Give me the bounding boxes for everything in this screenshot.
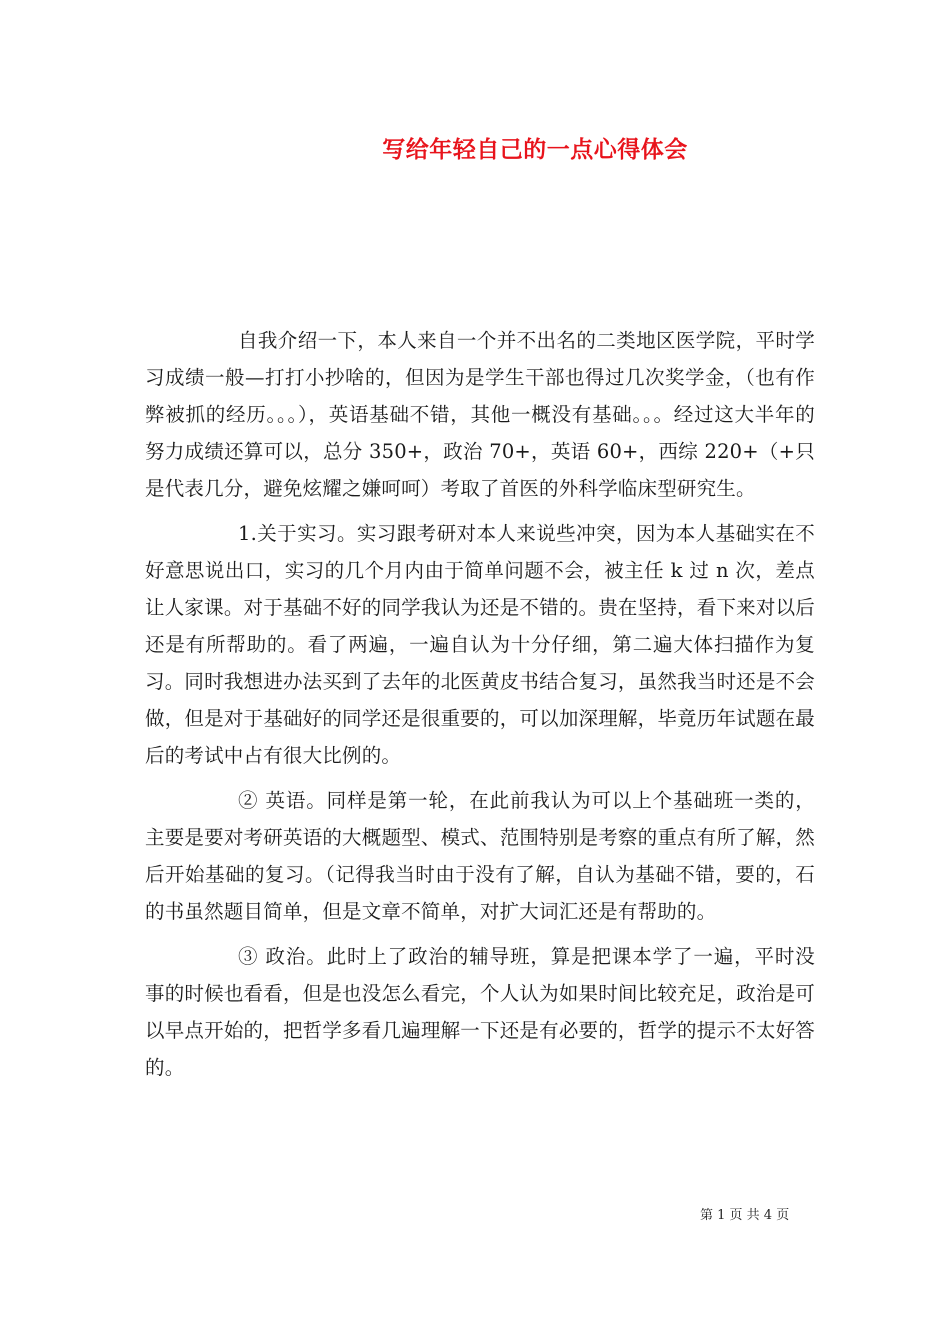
paragraph-intro: 自我介绍一下，本人来自一个并不出名的二类地区医学院，平时学习成绩一般—打打小抄啥的，但因为是学生干部也得过几次奖学金，（也有作弊被抓的经历。。。），英语基础不错，其他一概没有基础。。。经过这大半年的努力成绩还算可以，总分 350+，政治 70+，英语 60+，西综 220+（+只是代表几分，避免炫耀之嫌呵呵）考取了首医的外科学临床型研究生。 <box>145 329 815 500</box>
paragraph-english: ② 英语。同样是第一轮，在此前我认为可以上个基础班一类的，主要是要对考研英语的大概题型、模式、范围特别是考察的重点有所了解，然后开始基础的复习。（记得我当时由于没有了解，自认为基础不错，要的，石的书虽然题目简单，但是文章不简单，对扩大词汇还是有帮助的。 <box>145 789 815 923</box>
paragraph-internship: 1.关于实习。实习跟考研对本人来说些冲突，因为本人基础实在不好意思说出口，实习的几个月内由于简单问题不会，被主任 k 过 n 次，差点让人家课。对于基础不好的同学我认为还是不错的。贵在坚持，看下来对以后还是有所帮助的。看了两遍，一遍自认为十分仔细，第二遍大体扫描作为复习。同时我想进办法买到了去年的北医黄皮书结合复习，虽然我当时还是不会做，但是对于基础好的同学还是很重要的，可以加深理解，毕竟历年试题在最后的考试中占有很大比例的。 <box>145 522 815 767</box>
page-number-footer: 第 1 页 共 4 页 <box>700 1208 790 1223</box>
paragraph-politics: ③ 政治。此时上了政治的辅导班，算是把课本学了一遍，平时没事的时候也看看，但是也没怎么看完，个人认为如果时间比较充足，政治是可以早点开始的，把哲学多看几遍理解一下还是有必要的，哲学的提示不太好答的。 <box>145 945 815 1079</box>
document-body <box>145 322 815 1094</box>
document-title: 写给年轻自己的一点心得体会 <box>382 137 688 163</box>
